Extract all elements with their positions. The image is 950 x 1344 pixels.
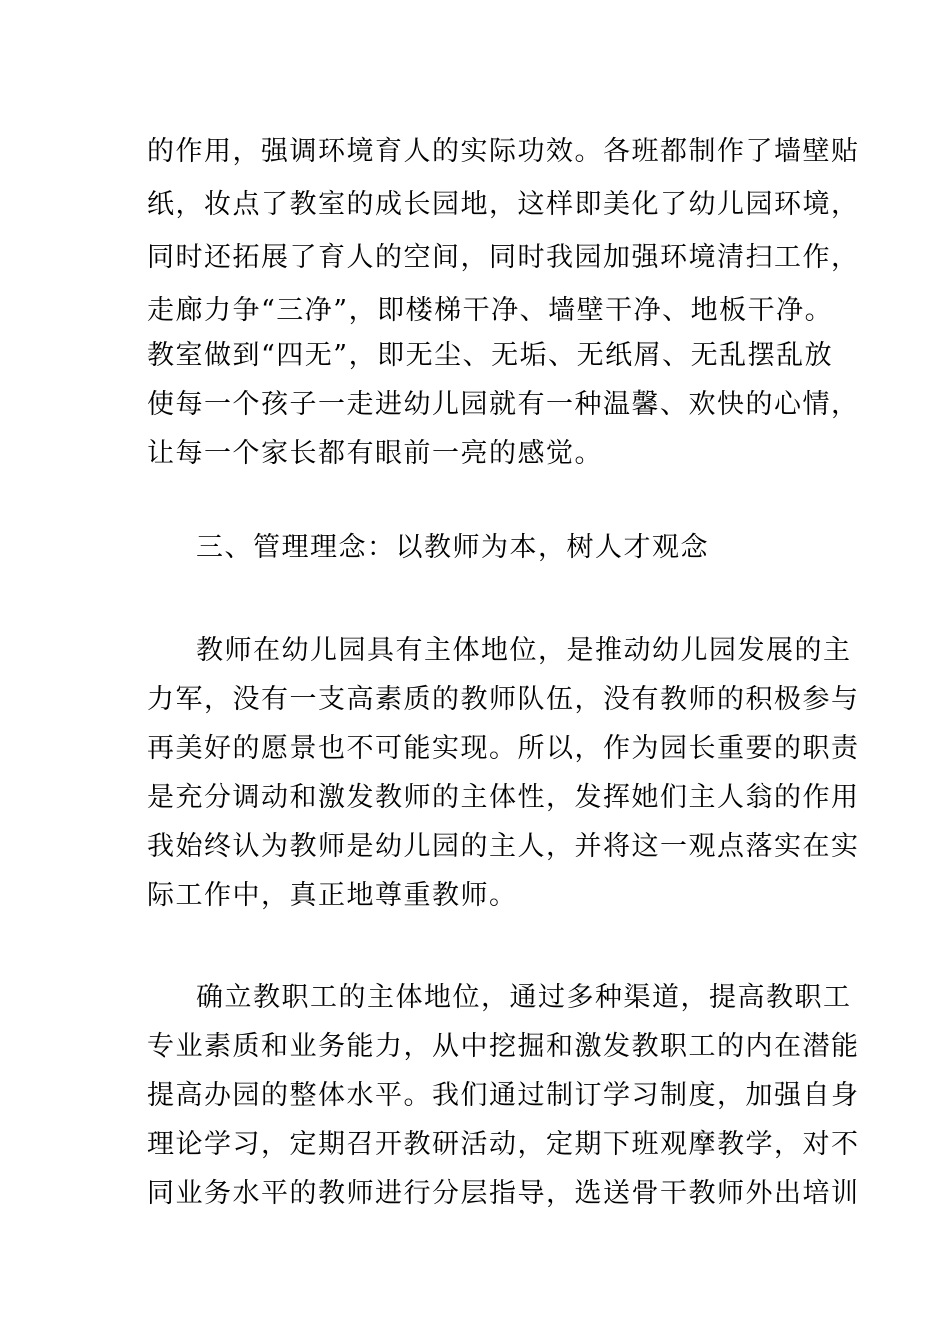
text-line: 际工作中，真正地尊重教师。 (147, 880, 518, 911)
text-line: 理论学习，定期召开教研活动，定期下班观摩教学，对不 (147, 1129, 860, 1160)
text-line: 力军，没有一支高素质的教师队伍，没有教师的积极参与 (147, 684, 860, 715)
text-line: 提高办园的整体水平。我们通过制订学习制度，加强自身 (147, 1080, 860, 1111)
text-line: 同时还拓展了育人的空间，同时我园加强环境清扫工作， (147, 242, 860, 273)
text-line: 使每一个孩子一走进幼儿园就有一种温馨、欢快的心情， (147, 389, 860, 420)
text-line: 再美好的愿景也不可能实现。所以，作为园长重要的职责 (147, 733, 860, 764)
text-line: 走廊力争“三净”，即楼梯干净、墙壁干净、地板干净。 (147, 295, 834, 326)
text-line: 专业素质和业务能力，从中挖掘和激发教职工的内在潜能 (147, 1031, 860, 1062)
text-line: 的作用，强调环境育人的实际功效。各班都制作了墙壁贴 (147, 136, 860, 167)
text-line: 是充分调动和激发教师的主体性，发挥她们主人翁的作用 (147, 782, 860, 813)
text-line: 确立教职工的主体地位，通过多种渠道，提高教职工 (196, 982, 852, 1013)
text-line: 我始终认为教师是幼儿园的主人，并将这一观点落实在实 (147, 831, 860, 862)
text-line: 教室做到“四无”，即无尘、无垢、无纸屑、无乱摆乱放 (147, 340, 834, 371)
text-line: 纸，妆点了教室的成长园地，这样即美化了幼儿园环境， (147, 189, 860, 220)
text-line: 让每一个家长都有眼前一亮的感觉。 (147, 438, 603, 469)
text-line: 教师在幼儿园具有主体地位，是推动幼儿园发展的主 (196, 635, 852, 666)
section-heading: 三、管理理念：以教师为本，树人才观念 (196, 532, 709, 563)
text-line: 同业务水平的教师进行分层指导，选送骨干教师外出培训 (147, 1178, 860, 1209)
